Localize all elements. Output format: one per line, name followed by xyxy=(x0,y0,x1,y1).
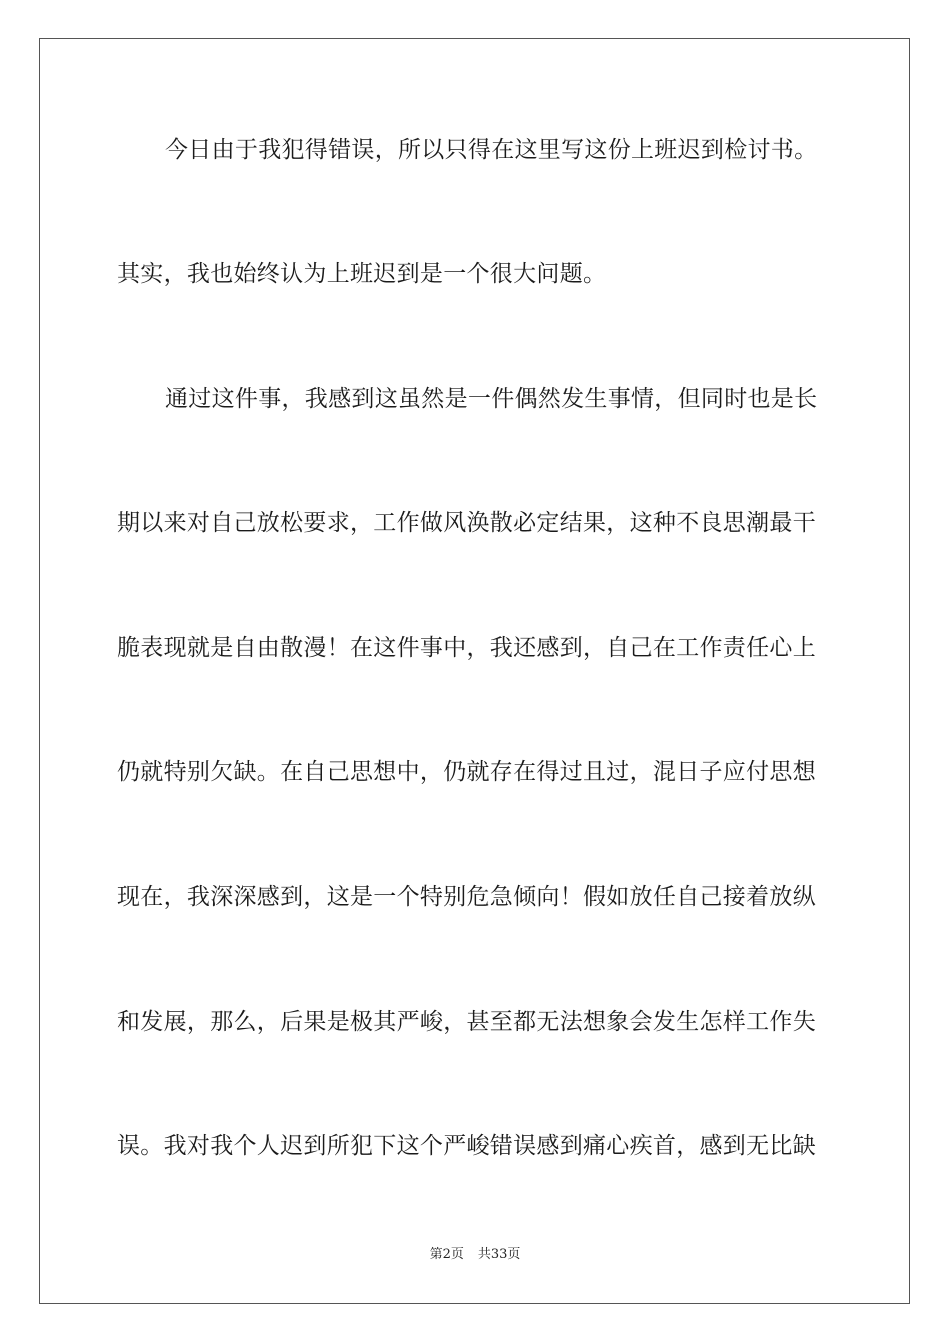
paragraph-line: 其实，我也始终认为上班迟到是一个很大问题。 xyxy=(117,261,607,287)
page-frame xyxy=(39,38,910,1304)
page-footer xyxy=(0,1246,950,1264)
paragraph-line: 今日由于我犯得错误，所以只得在这里写这份上班迟到检讨书。 xyxy=(165,137,818,163)
paragraph-line: 现在，我深深感到，这是一个特别危急倾向！假如放任自己接着放纵 xyxy=(117,884,816,910)
paragraph-line: 通过这件事，我感到这虽然是一件偶然发生事情，但同时也是长 xyxy=(165,386,818,412)
paragraph-line: 误。我对我个人迟到所犯下这个严峻错误感到痛心疾首，感到无比缺 xyxy=(117,1133,816,1159)
paragraph-line: 仍就特别欠缺。在自己思想中，仍就存在得过且过，混日子应付思想 xyxy=(117,759,816,785)
paragraph-line: 期以来对自己放松要求，工作做风涣散必定结果，这种不良思潮最干 xyxy=(117,510,816,536)
page-total: 共33页 xyxy=(477,1247,521,1262)
page-number: 第2页 xyxy=(429,1247,464,1262)
paragraph-line: 脆表现就是自由散漫！在这件事中，我还感到，自己在工作责任心上 xyxy=(117,635,816,661)
paragraph-line: 和发展，那么，后果是极其严峻，甚至都无法想象会发生怎样工作失 xyxy=(117,1009,816,1035)
